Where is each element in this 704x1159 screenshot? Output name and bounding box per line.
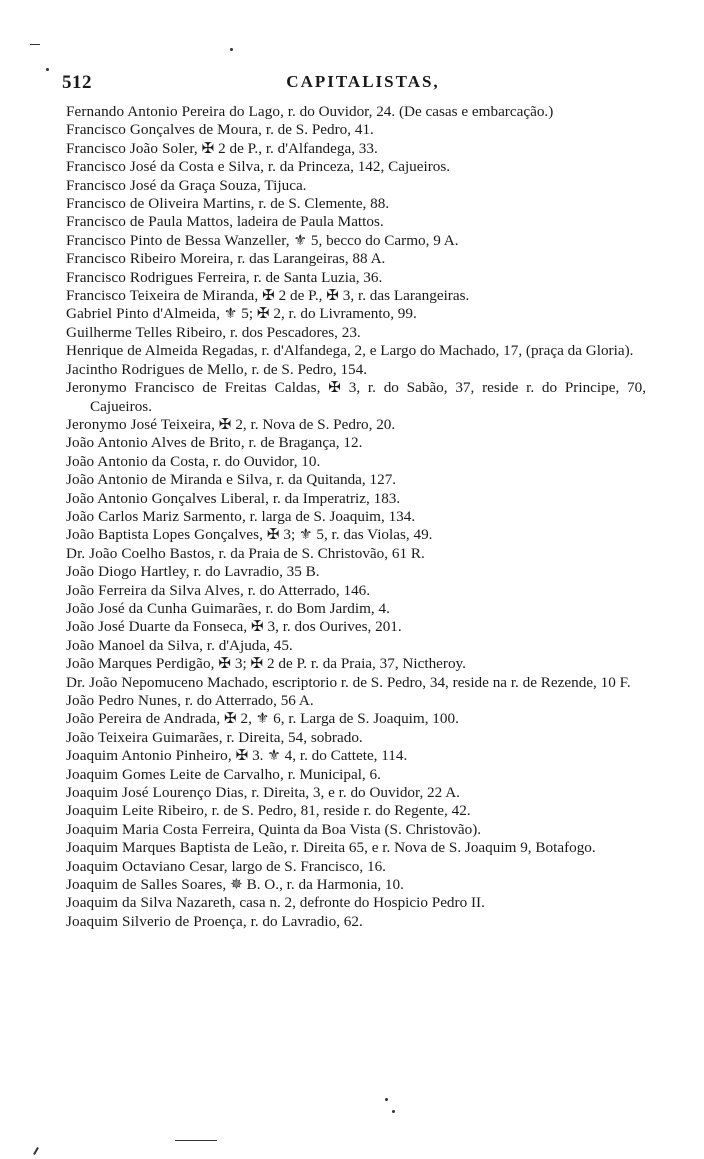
directory-entry [66, 600, 646, 618]
entry-address: r. do Ouvidor, 10. [212, 452, 321, 470]
entry-name: João Marques Perdigão, [66, 655, 215, 673]
directory-entry [66, 140, 646, 158]
entry-address: r. dos Pescadores, 23. [229, 323, 361, 341]
print-speck [175, 1140, 217, 1141]
entry-name: João Antonio de Miranda e Silva, [66, 471, 273, 489]
entry-name: Joaquim Marques Baptista de Leão, [66, 839, 288, 857]
directory-entry [66, 692, 646, 710]
entry-name: João Manoel da Silva, [66, 636, 204, 654]
directory-entry [66, 250, 646, 268]
entry-address: ⚜ 5, becco do Carmo, 9 A. [293, 231, 459, 249]
directory-entry [66, 324, 646, 342]
entry-name: João Diogo Hartley, [66, 563, 190, 581]
entry-name: Joaquim Maria Costa Ferreira, [66, 820, 255, 838]
entry-address: ✠ 3; ✠ 2 de P. r. da Praia, 37, Nictheroy. [218, 655, 466, 673]
entry-address: r. d'Alfandega, 2, e Largo do Machado, 17, (praça da Gloria). [261, 342, 634, 360]
entry-address: ✠ 3, r. do Sabão, 37, reside r. do Principe, 70, Cajueiros. [90, 379, 647, 415]
entry-name: Francisco José da Costa e Silva, [66, 158, 265, 176]
directory-list [66, 103, 646, 931]
entry-name: Francisco de Paula Mattos, [66, 213, 234, 231]
directory-entry [66, 103, 646, 121]
entry-name: Gabriel Pinto d'Almeida, [66, 305, 221, 323]
directory-entry [66, 802, 646, 820]
entry-address: r. de Bragança, 12. [248, 434, 363, 452]
entry-address: ✠ 2 de P., r. d'Alfandega, 33. [201, 139, 378, 157]
entry-address: r. do Bom Jardim, 4. [265, 599, 390, 617]
entry-address: r. de S. Clemente, 88. [258, 195, 390, 213]
entry-address: r. das Larangeiras, 88 A. [237, 250, 386, 268]
entry-address: r. larga de S. Joaquim, 134. [249, 507, 416, 525]
directory-entry [66, 121, 646, 139]
directory-entry [66, 766, 646, 784]
entry-name: Joaquim da Silva Nazareth, [66, 894, 236, 912]
directory-entry [66, 361, 646, 379]
directory-entry [66, 582, 646, 600]
entry-name: João Antonio da Costa, [66, 452, 210, 470]
print-speck [385, 1098, 388, 1101]
entry-address: largo de S. Francisco, 16. [231, 857, 386, 875]
print-speck [33, 1147, 39, 1155]
entry-name: Francisco de Oliveira Martins, [66, 195, 255, 213]
entry-address: ✠ 2 de P., ✠ 3, r. das Larangeiras. [262, 287, 470, 305]
entry-address: r. do Ouvidor, 24. (De casas e embarcação.) [287, 103, 554, 120]
entry-name: Jacintho Rodrigues de Mello, [66, 360, 248, 378]
print-speck [30, 44, 40, 45]
directory-entry [66, 784, 646, 802]
entry-name: João José Duarte da Fonseca, [66, 618, 248, 636]
entry-address: r. de S. Pedro, 154. [251, 360, 368, 378]
directory-entry [66, 305, 646, 323]
entry-address: ladeira de Paula Mattos. [236, 213, 384, 231]
entry-address: r. da Quitanda, 127. [276, 471, 397, 489]
directory-entry [66, 655, 646, 673]
entry-name: Henrique de Almeida Regadas, [66, 342, 258, 360]
entry-name: Francisco Gonçalves de Moura, [66, 121, 263, 139]
directory-entry [66, 674, 646, 692]
entry-address: r. de S. Pedro, 41. [265, 121, 374, 139]
entry-address: r. da Imperatriz, 183. [272, 489, 401, 507]
entry-address: escriptorio r. de S. Pedro, 34, reside na r. de Rezende, 10 F. [272, 673, 631, 691]
entry-name: Francisco José da Graça Souza, [66, 176, 261, 194]
entry-address: r. da Praia de S. Christovão, 61 R. [218, 544, 425, 562]
entry-name: João Antonio Alves de Brito, [66, 434, 245, 452]
entry-address: r. do Atterrado, 146. [247, 581, 371, 599]
directory-entry [66, 526, 646, 544]
page-number: 512 [62, 72, 92, 93]
directory-entry [66, 195, 646, 213]
entry-name: João Pereira de Andrada, [66, 710, 221, 728]
entry-address: r. Direita 65, e r. Nova de S. Joaquim 9, Botafogo. [291, 839, 596, 857]
entry-address: r. Municipal, 6. [287, 765, 381, 783]
entry-name: Dr. João Coelho Bastos, [66, 544, 215, 562]
entry-name: João José da Cunha Guimarães, [66, 599, 262, 617]
directory-entry [66, 213, 646, 231]
directory-entry [66, 747, 646, 765]
entry-name: João Antonio Gonçalves Liberal, [66, 489, 270, 507]
running-title: CAPITALISTAS, [286, 72, 440, 91]
entry-address: r. Direita, 54, sobrado. [226, 728, 363, 746]
entry-name: Jeronymo Francisco de Freitas Caldas, [66, 379, 321, 397]
entry-name: Francisco Rodrigues Ferreira, [66, 268, 250, 286]
directory-entry [66, 471, 646, 489]
entry-address: ✠ 2, ⚜ 6, r. Larga de S. Joaquim, 100. [224, 710, 459, 728]
directory-entry [66, 269, 646, 287]
entry-address: ✠ 3. ⚜ 4, r. do Cattete, 114. [235, 747, 408, 765]
directory-entry [66, 158, 646, 176]
directory-entry [66, 876, 646, 894]
directory-entry [66, 563, 646, 581]
directory-entry [66, 342, 646, 360]
directory-entry [66, 710, 646, 728]
directory-entry [66, 858, 646, 876]
directory-entry [66, 379, 646, 416]
entry-address: r. do Atterrado, 56 A. [184, 692, 314, 709]
entry-name: Jeronymo José Teixeira, [66, 415, 215, 433]
directory-entry [66, 508, 646, 526]
entry-name: João Pedro Nunes, [66, 692, 182, 709]
directory-entry [66, 545, 646, 563]
entry-address: Tijuca. [264, 176, 307, 194]
entry-name: Fernando Antonio Pereira do Lago, [66, 103, 284, 120]
entry-address: ✠ 2, r. Nova de S. Pedro, 20. [218, 415, 396, 433]
directory-entry [66, 232, 646, 250]
directory-entry [66, 453, 646, 471]
entry-name: João Teixeira Guimarães, [66, 728, 223, 746]
entry-name: Joaquim Octaviano Cesar, [66, 857, 228, 875]
entry-name: Francisco João Soler, [66, 139, 198, 157]
directory-entry [66, 434, 646, 452]
directory-entry [66, 618, 646, 636]
entry-address: r. d'Ajuda, 45. [206, 636, 293, 654]
entry-name: Francisco Ribeiro Moreira, [66, 250, 234, 268]
entry-name: João Ferreira da Silva Alves, [66, 581, 244, 599]
directory-entry [66, 287, 646, 305]
entry-address: ⚜ 5; ✠ 2, r. do Livramento, 99. [223, 305, 417, 323]
entry-address: casa n. 2, defronte do Hospicio Pedro II. [239, 894, 485, 912]
directory-entry [66, 729, 646, 747]
entry-name: João Baptista Lopes Gonçalves, [66, 526, 264, 544]
entry-name: Joaquim Silverio de Proença, [66, 912, 247, 930]
entry-name: Joaquim Antonio Pinheiro, [66, 747, 232, 765]
print-speck [230, 48, 233, 51]
directory-entry [66, 416, 646, 434]
entry-name: Joaquim Gomes Leite de Carvalho, [66, 765, 284, 783]
directory-entry [66, 177, 646, 195]
entry-name: Francisco Pinto de Bessa Wanzeller, [66, 231, 290, 249]
entry-address: r. do Lavradio, 35 B. [193, 563, 320, 581]
directory-entry [66, 839, 646, 857]
directory-entry [66, 490, 646, 508]
directory-entry [66, 913, 646, 931]
entry-address: Quinta da Boa Vista (S. Christovão). [258, 820, 482, 838]
entry-address: r. do Lavradio, 62. [250, 912, 363, 930]
directory-entry [66, 821, 646, 839]
entry-address: r. Direita, 3, e r. do Ouvidor, 22 A. [251, 784, 460, 802]
entry-name: Joaquim Leite Ribeiro, [66, 802, 208, 820]
page-header [62, 72, 664, 98]
entry-address: ✵ B. O., r. da Harmonia, 10. [230, 876, 404, 894]
entry-name: Guilherme Telles Ribeiro, [66, 323, 227, 341]
entry-address: r. de Santa Luzia, 36. [253, 268, 383, 286]
print-speck [392, 1110, 395, 1113]
entry-name: Joaquim José Lourenço Dias, [66, 784, 248, 802]
entry-name: Francisco Teixeira de Miranda, [66, 287, 259, 305]
directory-entry [66, 894, 646, 912]
directory-entry [66, 637, 646, 655]
entry-name: João Carlos Mariz Sarmento, [66, 507, 246, 525]
entry-name: Joaquim de Salles Soares, [66, 876, 227, 894]
entry-name: Dr. João Nepomuceno Machado, [66, 673, 269, 691]
entry-address: ✠ 3, r. dos Ourives, 201. [251, 618, 402, 636]
entry-address: ✠ 3; ⚜ 5, r. das Violas, 49. [266, 526, 433, 544]
print-speck [46, 68, 49, 71]
entry-address: r. da Princeza, 142, Cajueiros. [267, 158, 451, 176]
entry-address: r. de S. Pedro, 81, reside r. do Regente, 42. [211, 802, 471, 820]
